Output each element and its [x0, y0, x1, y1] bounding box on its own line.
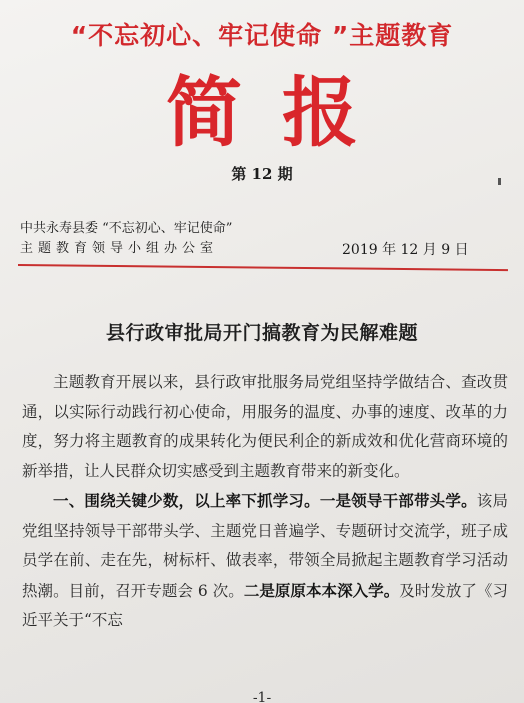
issuer-line-1: 中共永寿县委 “不忘初心、牢记使命” [20, 221, 233, 236]
campaign-banner: “不忘初心、牢记使命 ”主题教育 [70, 21, 454, 50]
header-divider [18, 264, 508, 271]
page-number: -1- [252, 690, 272, 703]
section-1-lead-2: 二是原原本本深入学。 [243, 580, 400, 600]
issuer-block [20, 219, 232, 259]
article-body [22, 368, 508, 636]
section-1-paragraph [22, 486, 508, 636]
section-1-lead: 一是领导干部带头学。 [319, 491, 477, 510]
section-1-text-2: 及时发放了《习近平关于“不忘 [22, 581, 508, 629]
article-title: 县行政审批局开门搞教育为民解难题 [105, 322, 418, 344]
section-1-text: 该局党组坚持领导干部带头学、主题党日普遍学、专题研讨交流学，班子成员学在前、走在先，树标杆、做表率，带领全局掀起主题教育学习活动热潮。目前，召开专题会 6 次。 [22, 492, 508, 600]
section-1-heading: 一、围绕关键少数，以上率下抓学习。 [53, 491, 320, 510]
margin-mark [498, 178, 501, 185]
issuer-line-2: 主题教育领导小组办公室 [20, 241, 219, 256]
issue-number: 第 12 期 [231, 165, 293, 183]
issue-date: 2019 年 12 月 9 日 [342, 242, 469, 258]
intro-paragraph: 主题教育开展以来，县行政审批服务局党组坚持学做结合、查改贯通，以实际行动践行初心使命，用服务的温度、办事的速度、改革的力度，努力将主题教育的成果转化为便民利企的新成效和优化营商环境的新举措，让人民群众切实感受到主题教育带来的新变化。 [22, 373, 508, 480]
bulletin-masthead: 简报 [166, 68, 398, 157]
